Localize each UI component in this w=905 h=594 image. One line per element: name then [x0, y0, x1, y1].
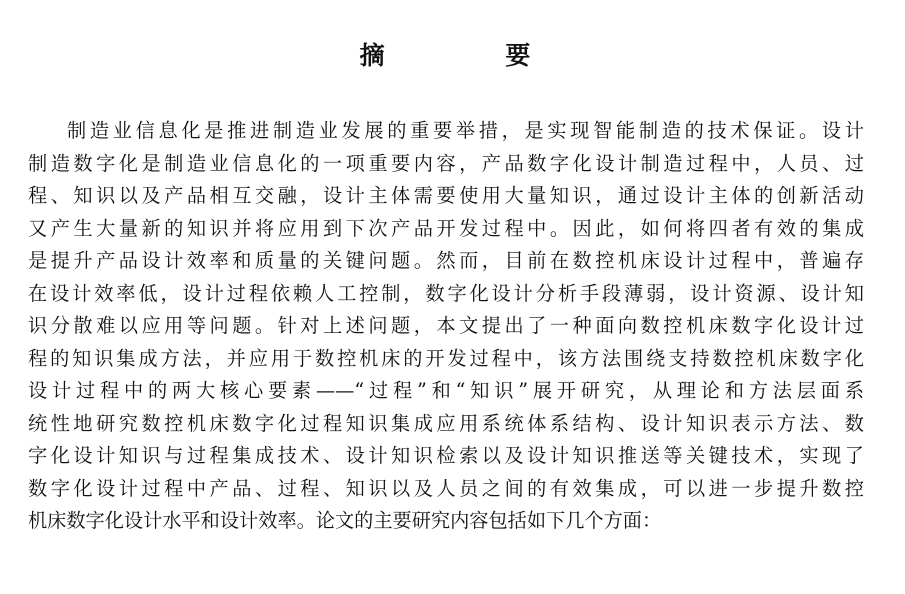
- paragraph-line: 字化设计知识与过程集成技术、设计知识检索以及设计知识推送等关键技术，实现了: [28, 444, 864, 467]
- paragraph-line: 统性地研究数控机床数字化过程知识集成应用系统体系结构、设计知识表示方法、数: [28, 411, 864, 435]
- paragraph-line: 设计过程中的两大核心要素——“过程”和“知识”展开研究，从理论和方法层面系: [28, 379, 864, 402]
- paragraph-line: 程、知识以及产品相互交融，设计主体需要使用大量知识，通过设计主体的创新活动: [28, 184, 864, 207]
- paragraph-line: 制造业信息化是推进制造业发展的重要举措，是实现智能制造的技术保证。设计: [67, 119, 864, 142]
- paragraph-line: 是提升产品设计效率和质量的关键问题。然而，目前在数控机床设计过程中，普遍存: [28, 249, 864, 272]
- paragraph-line: 机床数字化设计水平和设计效率。论文的主要研究内容包括如下几个方面：: [28, 509, 662, 532]
- paragraph-line: 制造数字化是制造业信息化的一项重要内容，产品数字化设计制造过程中，人员、过: [28, 151, 864, 175]
- page-title: 摘 要: [359, 41, 587, 70]
- paragraph-line: 数字化设计过程中产品、过程、知识以及人员之间的有效集成，可以进一步提升数控: [28, 476, 864, 500]
- abstract-paragraph: [28, 115, 864, 538]
- paragraph-line: 程的知识集成方法，并应用于数控机床的开发过程中，该方法围绕支持数控机床数字化: [28, 346, 864, 370]
- paragraph-line: 在设计效率低，设计过程依赖人工控制，数字化设计分析手段薄弱，设计资源、设计知: [28, 281, 864, 305]
- paragraph-line: 识分散难以应用等问题。针对上述问题，本文提出了一种面向数控机床数字化设计过: [28, 314, 864, 337]
- paragraph-line: 又产生大量新的知识并将应用到下次产品开发过程中。因此，如何将四者有效的集成: [28, 216, 864, 240]
